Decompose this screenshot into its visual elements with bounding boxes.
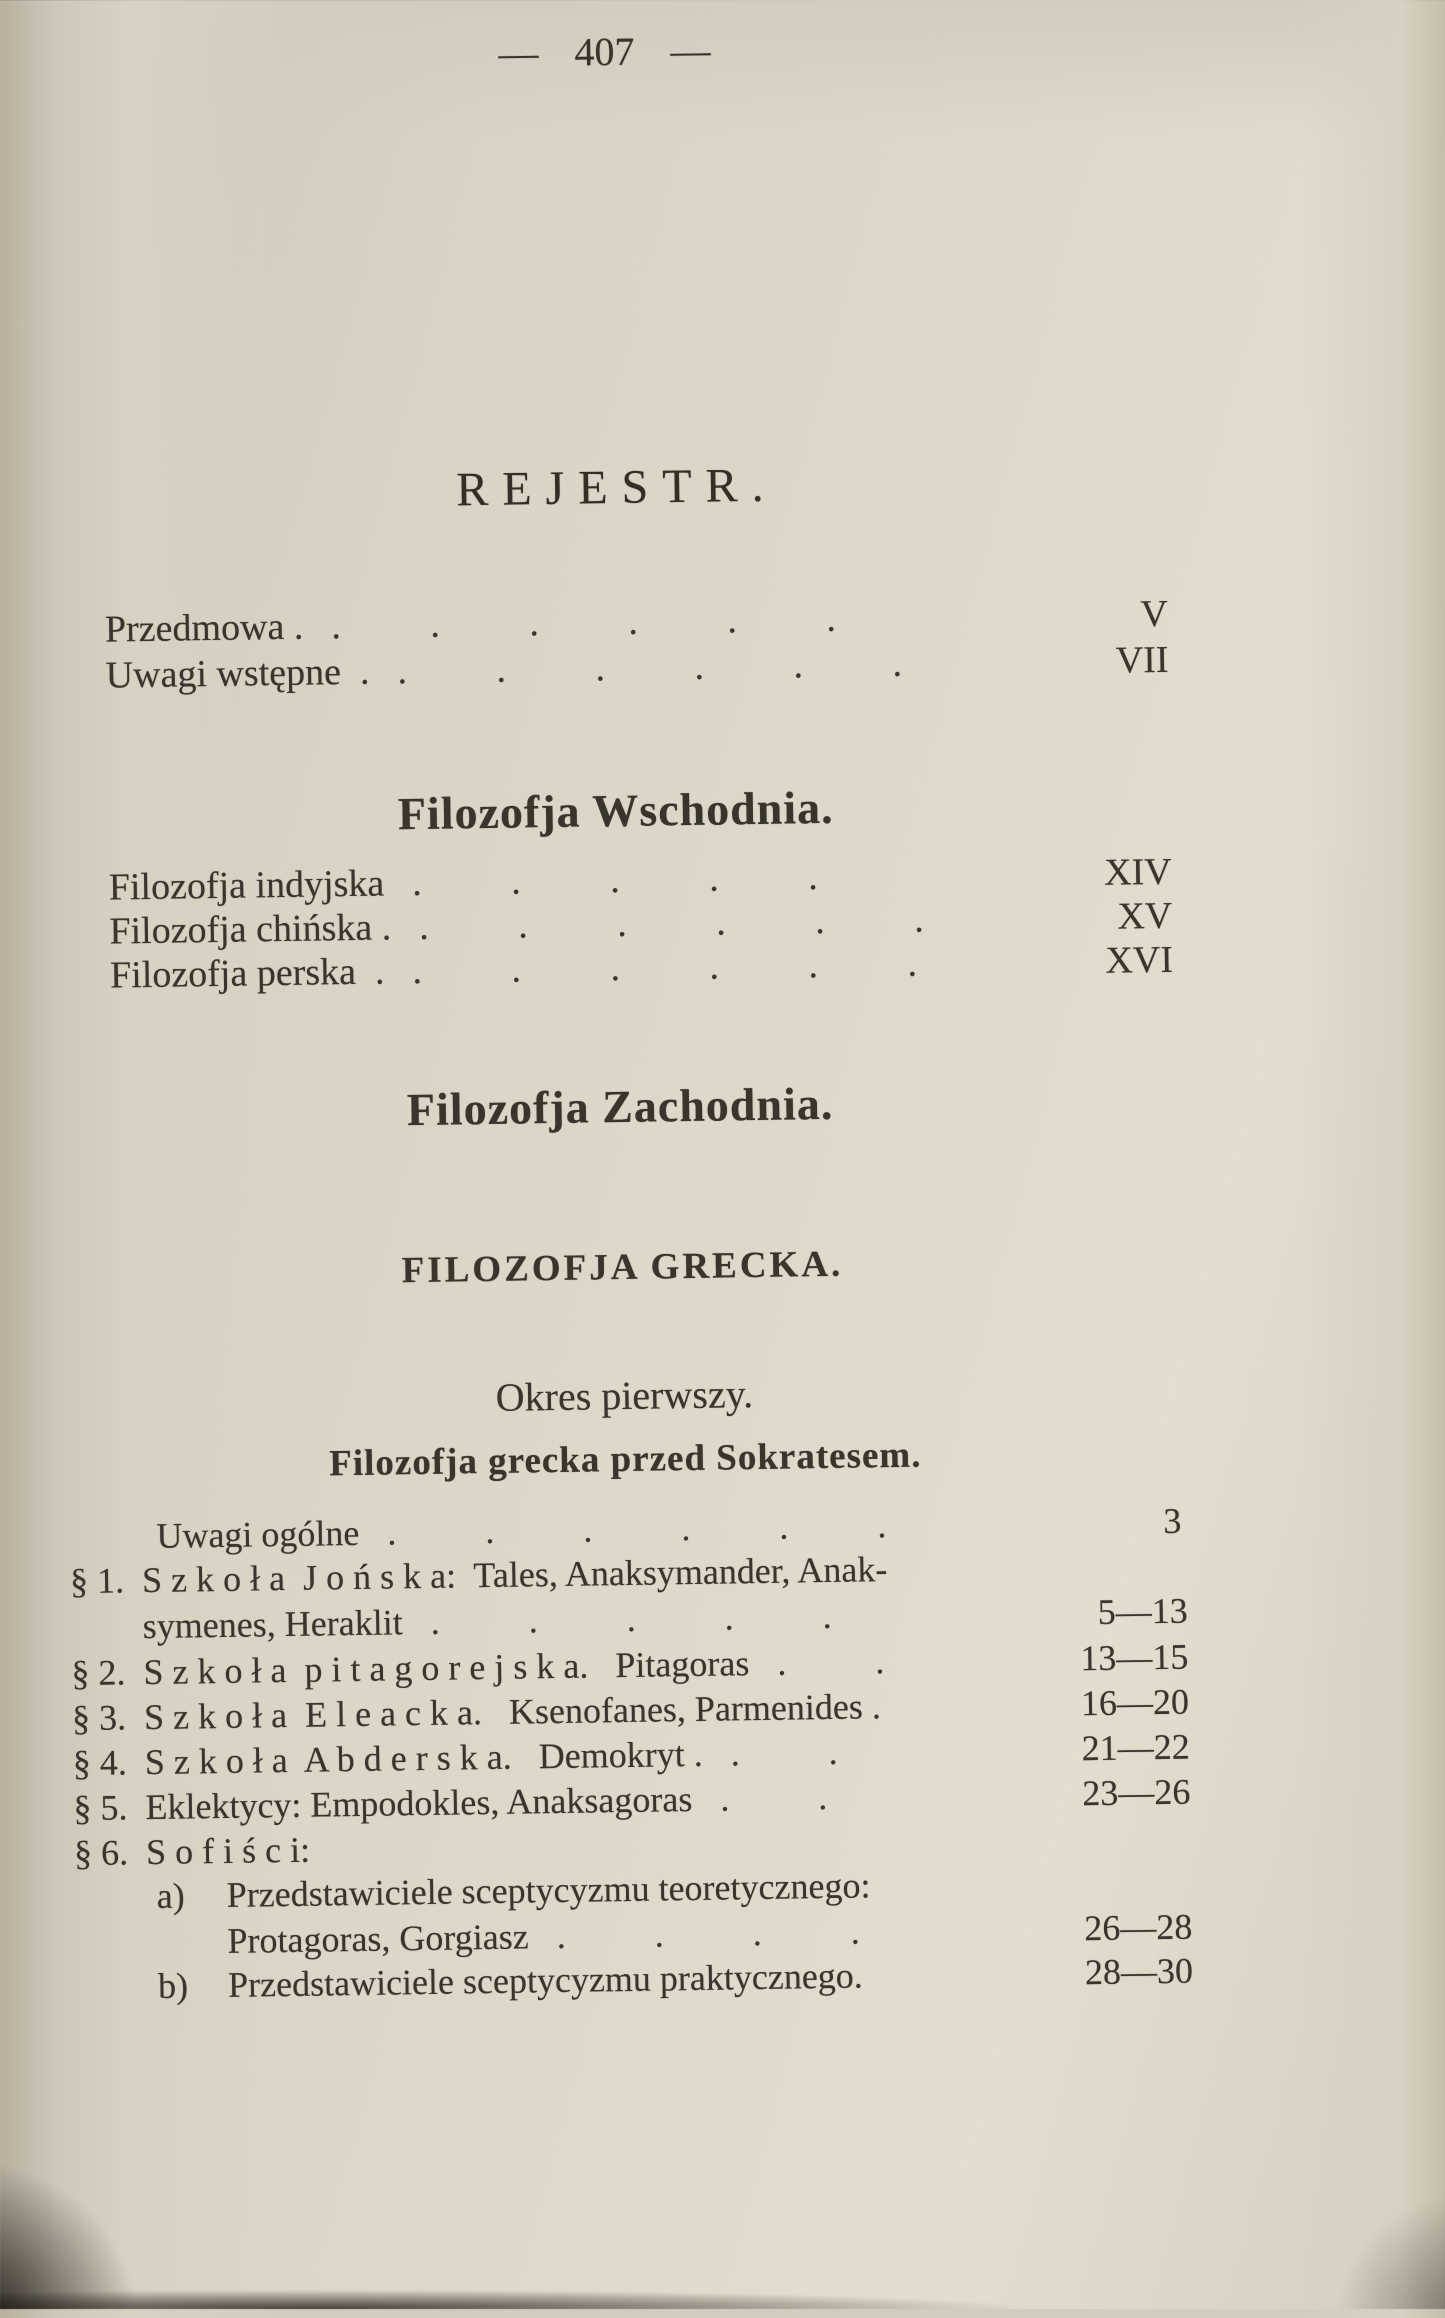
toc-title: REJESTR. (455, 458, 778, 517)
leader-dots: . . . . . . (331, 597, 837, 648)
entry-label: Uwagi ogólne (156, 1512, 360, 1556)
entry-page: V (1140, 592, 1169, 636)
subitem-marker: b) (157, 1965, 189, 2006)
leader-dots: . . . . . . (397, 642, 903, 693)
entry-page: 3 (1163, 1500, 1182, 1541)
entry-label: Filozofja perska . (109, 950, 385, 997)
entry-page: XV (1117, 894, 1173, 938)
entry-page: 16—20 (1080, 1681, 1190, 1724)
entry-label: Eklektycy: Empodokles, Anaksagoras (145, 1779, 693, 1828)
entry-label: S z k o ł a p i t a g o r e j s k a. Pitagoras (143, 1643, 750, 1693)
paragraph-marker: § 2. (71, 1652, 126, 1694)
entry-page: 5—13 (1097, 1590, 1188, 1632)
entry-label: S z k o ł a A b d e r s k a. Demokryt . (144, 1733, 703, 1783)
entry-page: 26—28 (1084, 1906, 1193, 1949)
entry-label: Filozofja chińska . (109, 906, 392, 953)
entry-label: Przedstawiciele sceptycyzmu teoretycznego: (226, 1865, 871, 1915)
page-number: — 407 — (498, 27, 711, 76)
entry-page: XIV (1103, 850, 1172, 894)
leader-dots (863, 1985, 1063, 1988)
entry-label: S z k o ł a E l e a c k a. Ksenofanes, Parmenides . (143, 1686, 882, 1738)
paragraph-marker: § 3. (71, 1697, 127, 1739)
leader-dots: . . (776, 1641, 885, 1683)
leader-dots: . . . . . (411, 856, 818, 905)
paragraph-marker: § 5. (73, 1787, 128, 1829)
section-heading-greek: FILOZOFJA GRECKA. (401, 1243, 844, 1292)
entry-label: S z k o ł a J o ń s k a: Tales, Anaksymander, Anak- (141, 1549, 888, 1601)
entry-page: XVI (1105, 938, 1174, 982)
leader-dots: . . . . . (430, 1595, 832, 1642)
entry-page: 23—26 (1082, 1771, 1191, 1814)
paragraph-marker: § 6. (73, 1832, 129, 1874)
entry-label: S o f i ś c i: (145, 1829, 311, 1873)
leader-dots: . . (719, 1777, 828, 1819)
leader-dots: . . . . (556, 1911, 860, 1957)
leader-dots (881, 1716, 1059, 1719)
period-heading: Okres pierwszy. (495, 1371, 754, 1420)
entry-page: 28—30 (1084, 1950, 1194, 1993)
section-heading-western: Filozofja Zachodnia. (406, 1077, 834, 1136)
entry-label: symenes, Heraklit (142, 1602, 403, 1647)
leader-dots: . . . . . . (387, 1505, 887, 1553)
paragraph-marker: § 1. (69, 1560, 125, 1602)
entry-label: Protagoras, Gorgiasz (227, 1916, 529, 1961)
subitem-marker: a) (156, 1875, 186, 1916)
entry-label: Przedmowa . (104, 605, 304, 651)
entry-label: Uwagi wstępne . (105, 650, 370, 697)
entry-label: Przedstawiciele sceptycyzmu praktycznego. (227, 1955, 864, 2005)
entry-label: Filozofja indyjska (108, 862, 385, 909)
paragraph-marker: § 4. (72, 1742, 128, 1784)
leader-dots: . . . . . . (412, 942, 918, 993)
leader-dots: . . (730, 1731, 838, 1774)
entry-page: VII (1115, 638, 1169, 682)
entry-page: 13—15 (1080, 1636, 1189, 1679)
entry-page: 21—22 (1081, 1726, 1190, 1769)
subsection-heading: Filozofja grecka przed Sokratesem. (328, 1434, 922, 1485)
section-heading-eastern: Filozofja Wschodnia. (397, 781, 834, 840)
leader-dots: . . . . . . (418, 898, 924, 948)
